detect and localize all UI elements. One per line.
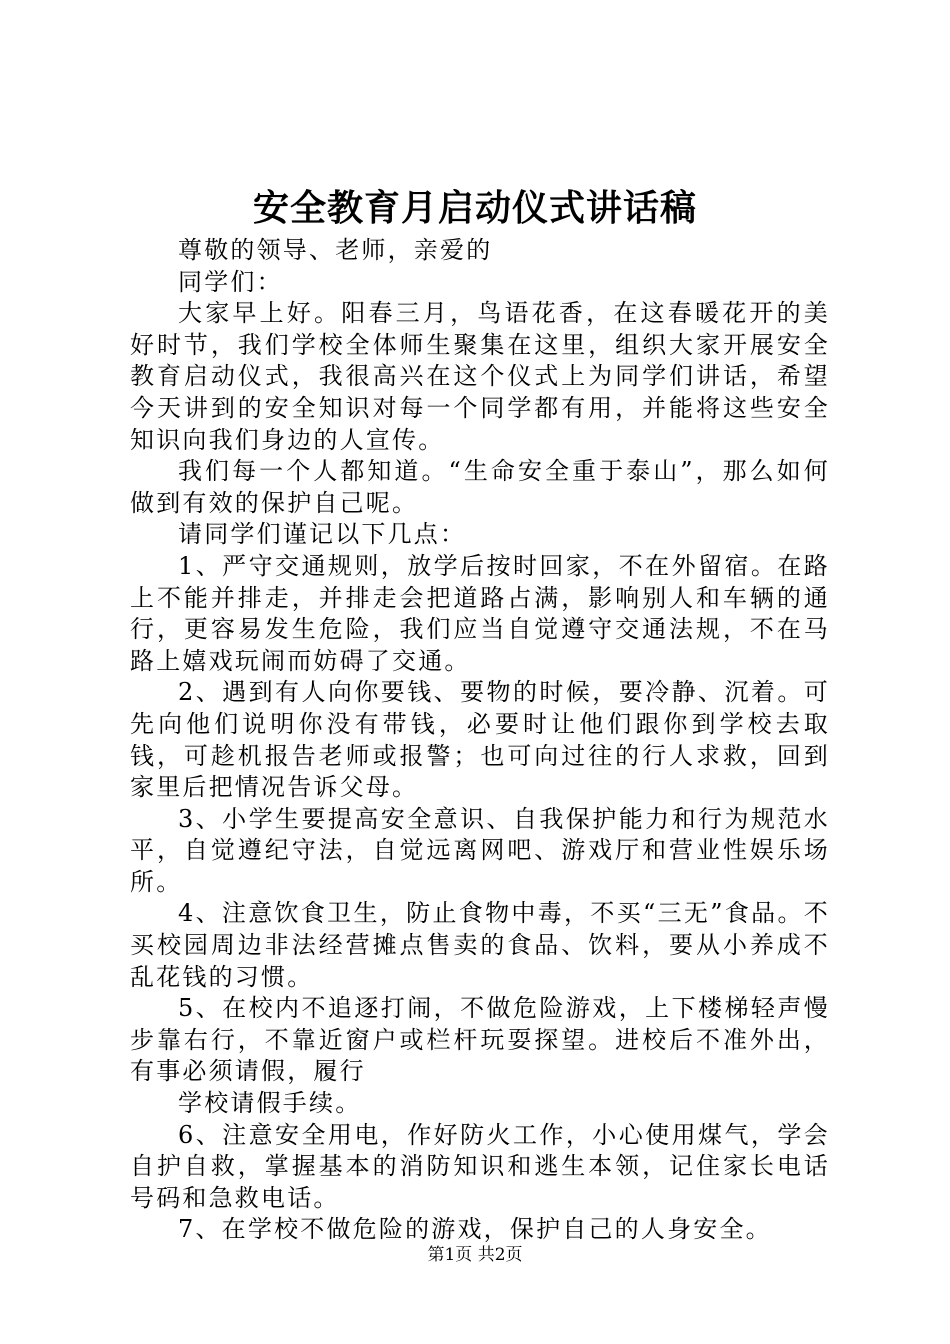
document-title: 安全教育月启动仪式讲话稿 <box>252 187 697 229</box>
list-item-7: 7、在学校不做危险的游戏，保护自己的人身安全。 <box>178 1215 772 1244</box>
document-body <box>130 235 830 1246</box>
salutation-line-1: 尊敬的领导、老师，亲爱的 <box>178 236 493 264</box>
list-item-3: 3、小学生要提高安全意识、自我保护能力和行为规范水平，自觉遵纪守法，自觉远离网吧、游戏厅和营业性娱乐场所。 <box>130 804 830 896</box>
list-item-5: 5、在校内不追逐打闹，不做危险游戏，上下楼梯轻声慢步靠右行，不靠近窗户或栏杆玩耍探望。进校后不准外出，有事必须请假，履行 <box>130 994 830 1086</box>
list-item-5-continued: 学校请假手续。 <box>178 1089 362 1118</box>
paragraph-intro: 我们每一个人都知道。“生命安全重于泰山”，那么如何做到有效的保护自己呢。 <box>130 457 830 517</box>
list-item-6: 6、注意安全用电，作好防火工作，小心使用煤气，学会自护自救，掌握基本的消防知识和逃生本领，记住家长电话号码和急救电话。 <box>130 1120 830 1212</box>
page-footer: 第1页 共2页 <box>427 1245 523 1265</box>
list-item-4: 4、注意饮食卫生，防止食物中毒，不买“三无”食品。不买校园周边非法经营摊点售卖的食品、饮料，要从小养成不乱花钱的习惯。 <box>130 899 830 991</box>
salutation-line-2: 同学们： <box>178 267 283 296</box>
paragraph-greeting: 大家早上好。阳春三月，鸟语花香，在这春暖花开的美好时节，我们学校全体师生聚集在这里，组织大家开展安全教育启动仪式，我很高兴在这个仪式上为同学们讲话，希望今天讲到的安全知识对每一个同学都有用，并能将这些安全知识向我们身边的人宣传。 <box>130 299 830 454</box>
list-item-2: 2、遇到有人向你要钱、要物的时候，要冷静、沉着。可先向他们说明你没有带钱，必要时让他们跟你到学校去取钱，可趁机报告老师或报警；也可向过往的行人求救，回到家里后把情况告诉父母。 <box>130 678 830 802</box>
list-item-1: 1、严守交通规则，放学后按时回家，不在外留宿。在路上不能并排走，并排走会把道路占满，影响别人和车辆的通行，更容易发生危险，我们应当自觉遵守交通法规，不在马路上嬉戏玩闹而妨碍了交通。 <box>130 551 830 675</box>
paragraph-list-lead: 请同学们谨记以下几点： <box>178 520 467 549</box>
